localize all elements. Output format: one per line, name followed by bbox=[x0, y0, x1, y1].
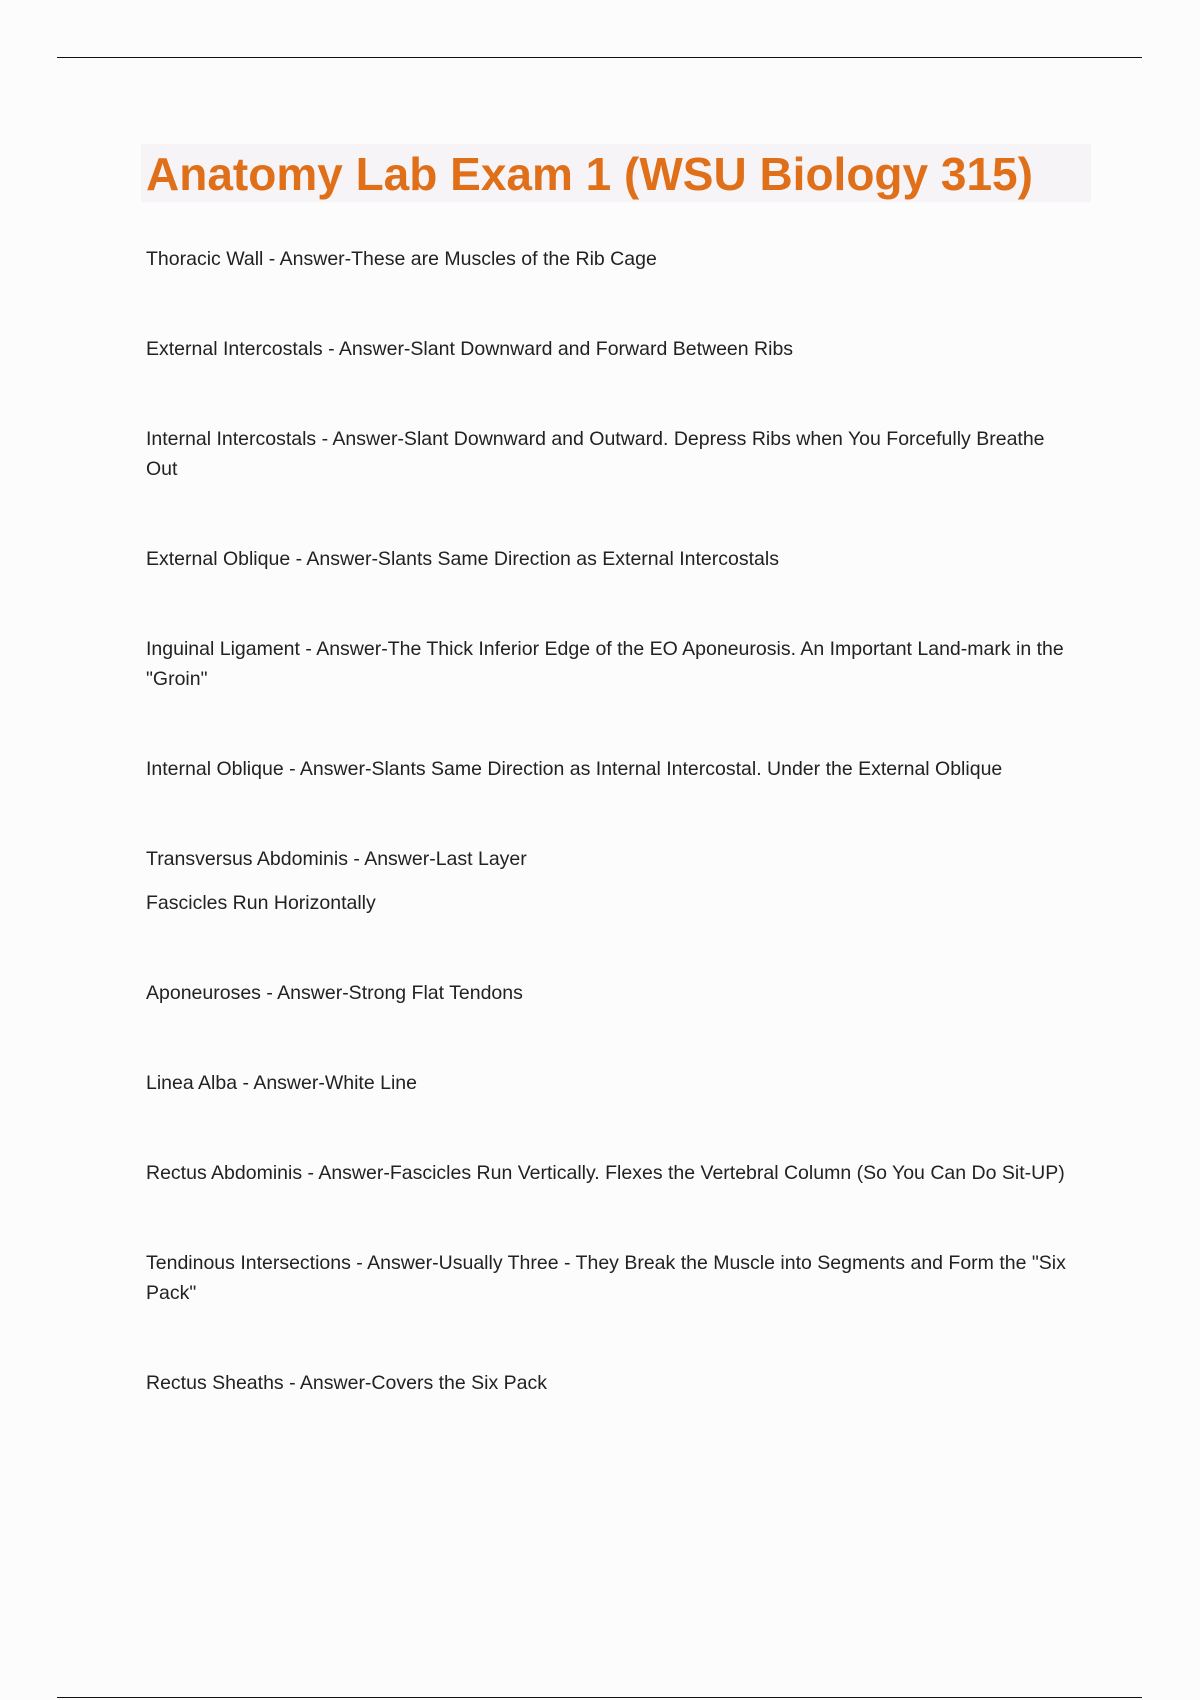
qa-entry-internal-intercostals: Internal Intercostals - Answer-Slant Downward and Outward. Depress Ribs when You Forcefully Breathe Out bbox=[146, 428, 1045, 480]
top-rule bbox=[57, 57, 1142, 58]
qa-list bbox=[146, 244, 1076, 1398]
bottom-rule bbox=[57, 1697, 1142, 1698]
qa-entry-transversus-abdominis: Transversus Abdominis - Answer-Last Layer bbox=[146, 848, 527, 870]
qa-entry-internal-oblique: Internal Oblique - Answer-Slants Same Direction as Internal Intercostal. Under the External Oblique bbox=[146, 758, 1003, 780]
qa-entry-external-intercostals: External Intercostals - Answer-Slant Downward and Forward Between Ribs bbox=[146, 338, 794, 360]
qa-entry-thoracic-wall: Thoracic Wall - Answer-These are Muscles of the Rib Cage bbox=[146, 248, 657, 270]
qa-entry-external-oblique: External Oblique - Answer-Slants Same Direction as External Intercostals bbox=[146, 548, 779, 570]
qa-entry-tendinous-intersections: Tendinous Intersections - Answer-Usually Three - They Break the Muscle into Segments and Form the "Six Pack" bbox=[146, 1252, 1066, 1304]
document-title: Anatomy Lab Exam 1 (WSU Biology 315) bbox=[146, 148, 1033, 200]
qa-entry-aponeuroses: Aponeuroses - Answer-Strong Flat Tendons bbox=[146, 982, 523, 1004]
qa-entry-inguinal-ligament: Inguinal Ligament - Answer-The Thick Inferior Edge of the EO Aponeurosis. An Important Land-mark in the "Groin" bbox=[146, 638, 1064, 690]
qa-entry-rectus-abdominis: Rectus Abdominis - Answer-Fascicles Run Vertically. Flexes the Vertebral Column (So You Can Do Sit-UP) bbox=[146, 1162, 1065, 1184]
qa-entry-rectus-sheaths: Rectus Sheaths - Answer-Covers the Six Pack bbox=[146, 1372, 547, 1394]
qa-entry-linea-alba: Linea Alba - Answer-White Line bbox=[146, 1072, 417, 1094]
qa-entry-transversus-continuation: Fascicles Run Horizontally bbox=[146, 892, 376, 914]
